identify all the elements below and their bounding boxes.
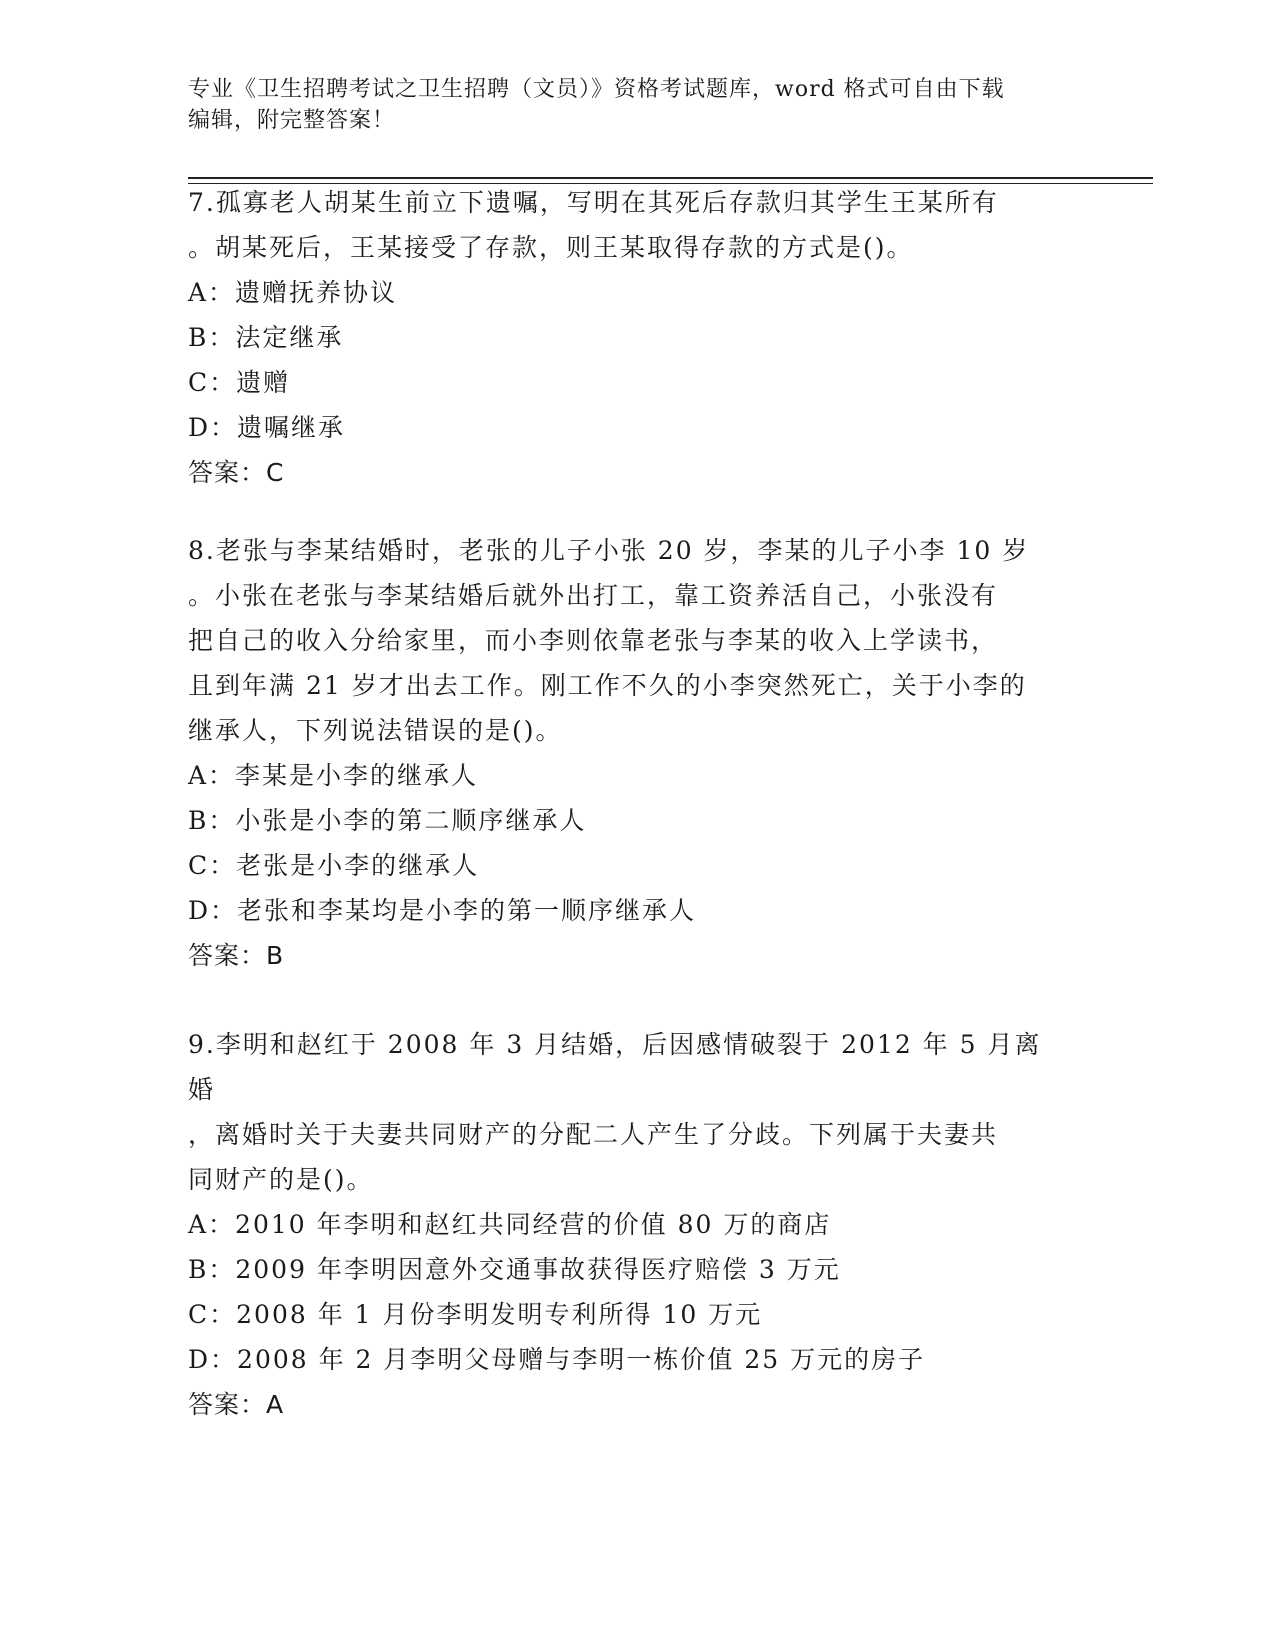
question-7-option-b: B：法定继承 bbox=[188, 323, 344, 352]
question-8-option-d: D：老张和李某均是小李的第一顺序继承人 bbox=[188, 896, 697, 925]
question-7-stem-line-2: 。胡某死后，王某接受了存款，则王某取得存款的方式是()。 bbox=[188, 233, 914, 262]
question-7 bbox=[188, 180, 1068, 495]
question-7-option-a: A：遗赠抚养协议 bbox=[188, 278, 398, 307]
question-9-stem-line-3: 同财产的是()。 bbox=[188, 1165, 374, 1194]
question-9-option-a: A：2010 年李明和赵红共同经营的价值 80 万的商店 bbox=[188, 1210, 832, 1239]
question-8-answer: 答案：B bbox=[188, 941, 285, 970]
header-rule-thick bbox=[188, 177, 1153, 179]
question-8 bbox=[188, 528, 1068, 978]
question-8-option-c: C：老张是小李的继承人 bbox=[188, 851, 480, 880]
question-9-answer: 答案：A bbox=[188, 1390, 285, 1419]
question-7-option-c: C：遗赠 bbox=[188, 368, 291, 397]
question-8-stem-line-5: 继承人，下列说法错误的是()。 bbox=[188, 716, 563, 745]
question-7-stem-line-1: 7.孤寡老人胡某生前立下遗嘱，写明在其死后存款归其学生王某所有 bbox=[188, 188, 999, 217]
question-8-option-a: A：李某是小李的继承人 bbox=[188, 761, 479, 790]
question-8-stem-line-4: 且到年满 21 岁才出去工作。刚工作不久的小李突然死亡，关于小李的 bbox=[188, 671, 1027, 700]
question-8-option-b: B：小张是小李的第二顺序继承人 bbox=[188, 806, 587, 835]
question-9-option-c: C：2008 年 1 月份李明发明专利所得 10 万元 bbox=[188, 1300, 763, 1329]
question-8-stem-line-1: 8.老张与李某结婚时，老张的儿子小张 20 岁，李某的儿子小李 10 岁 bbox=[188, 536, 1030, 565]
document-header bbox=[188, 74, 1068, 136]
question-7-option-d: D：遗嘱继承 bbox=[188, 413, 346, 442]
header-line-1: 专业《卫生招聘考试之卫生招聘（文员）》资格考试题库，word 格式可自由下载 bbox=[188, 77, 1005, 102]
question-9-option-d: D：2008 年 2 月李明父母赠与李明一栋价值 25 万元的房子 bbox=[188, 1345, 926, 1374]
question-8-stem-line-3: 把自己的收入分给家里，而小李则依靠老张与李某的收入上学读书， bbox=[188, 626, 999, 655]
header-line-2: 编辑，附完整答案！ bbox=[188, 108, 396, 133]
question-9-stem-line-1: 9.李明和赵红于 2008 年 3 月结婚，后因感情破裂于 2012 年 5 月离婚 bbox=[188, 1030, 1042, 1104]
question-8-stem-line-2: 。小张在老张与李某结婚后就外出打工，靠工资养活自己，小张没有 bbox=[188, 581, 999, 610]
question-9 bbox=[188, 1022, 1068, 1427]
question-9-stem-line-2: ，离婚时关于夫妻共同财产的分配二人产生了分歧。下列属于夫妻共 bbox=[188, 1120, 999, 1149]
question-9-option-b: B：2009 年李明因意外交通事故获得医疗赔偿 3 万元 bbox=[188, 1255, 841, 1284]
question-7-answer: 答案：C bbox=[188, 458, 285, 487]
